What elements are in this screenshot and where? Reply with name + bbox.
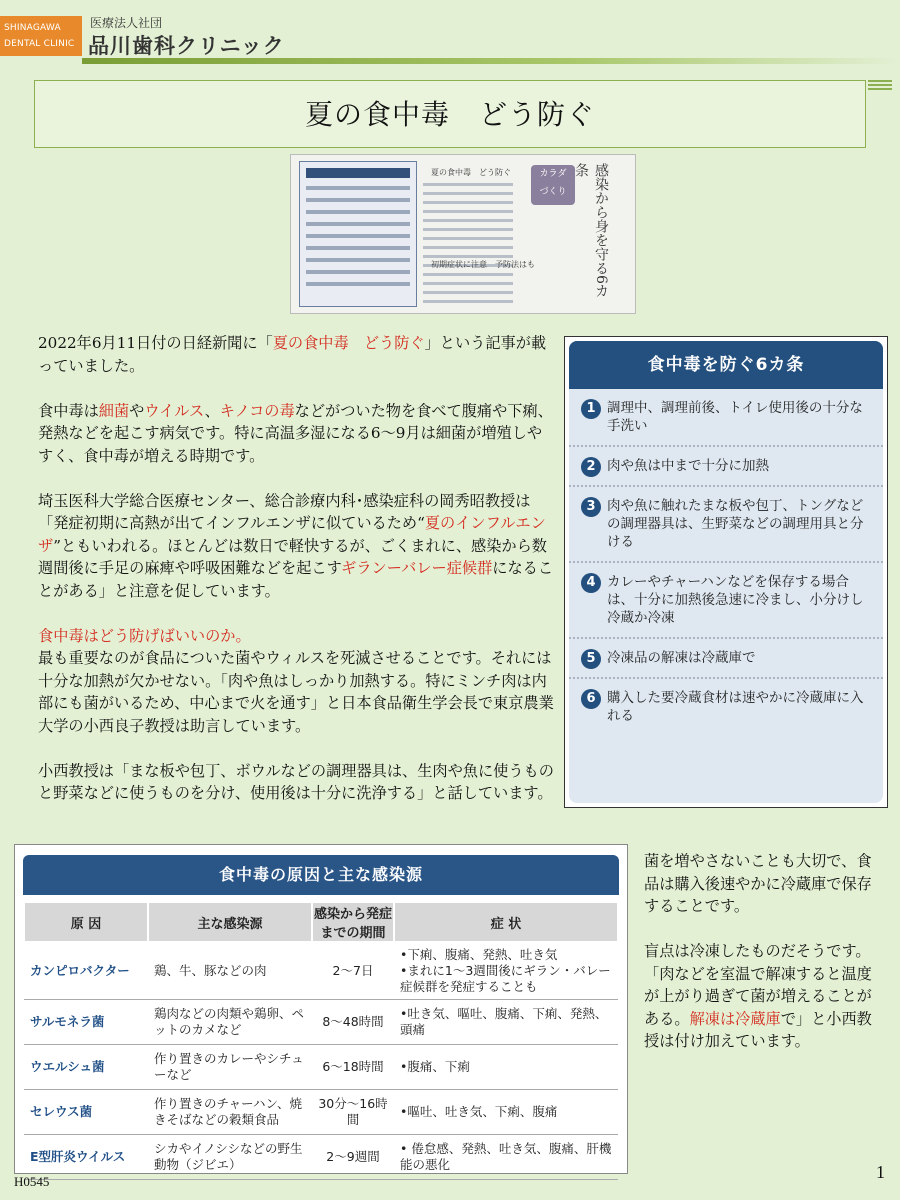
side-p2-text: で」と小西教授は付け加えています。 [644,1009,872,1050]
header [0,0,900,64]
cell-cause: カンピロバクター [24,942,148,1000]
page-number: 1 [876,1162,885,1182]
logo-line-2: DENTAL CLINIC [4,39,75,49]
cell-period: 2～7日 [312,942,394,1000]
side-paragraph-1: 菌を増やさないことも大切で、食品は購入後速やかに冷蔵庫で保存することです。 [644,852,872,915]
clipping-badge-line-1: カラダ [539,169,567,179]
cell-source: 作り置きのチャーハン、焼きそばなどの穀類食品 [148,1090,312,1135]
header-divider [82,58,900,64]
corner-lines-icon [868,80,892,98]
article-p2-highlight: 細菌 [98,401,130,420]
cell-symptoms: •下痢、腹痛、発熱、吐き気 •まれに1～3週間後にギラン・バレー症候群を発症することも [394,942,618,1000]
clipping-table-graphic [299,161,417,307]
rule-number-badge: 2 [581,457,601,477]
six-rules-title: 食中毒を防ぐ6カ条 [569,341,883,389]
table-row [24,1135,618,1180]
cell-cause: セレウス菌 [24,1090,148,1135]
clipping-text-graphic [423,163,513,303]
article-p1-text: 」という記事が載っていました。 [38,334,547,375]
page-title: 夏の食中毒 どう防ぐ [304,98,595,131]
article-paragraph-2 [38,400,554,468]
cell-symptoms: •腹痛、下痢 [394,1045,618,1090]
rule-item [569,487,883,563]
article-p2-highlight: キノコの毒 [219,401,295,420]
cell-period: 8～48時間 [312,1000,394,1045]
prevention-heading: 食中毒はどう防げばいいのか。 [38,626,251,645]
column-header-source: 主な感染源 [148,902,312,942]
cell-period: 30分～16時間 [312,1090,394,1135]
rule-number-badge: 4 [581,573,601,593]
article-p1-text: 2022年6月11日付の日経新聞に「 [38,334,273,352]
title-box [34,80,866,148]
cell-symptoms: • 倦怠感、発熱、吐き気、腹痛、肝機能の悪化 [394,1135,618,1180]
article-paragraph-4-text: 最も重要なのが食品についた菌やウィルスを死滅させることです。それには十分な加熱が欠かせない。「肉や魚はしっかり加熱する。特にミンチ肉は内部にも菌がいるため、中心まで火を通す」と日本食品衛生学会長で東京農業大学の小西良子教授は助言しています。 [38,649,554,735]
cell-symptoms: •吐き気、嘔吐、腹痛、下痢、発熱、頭痛 [394,1000,618,1045]
rule-number-badge: 5 [581,649,601,669]
clinic-name: 品川歯科クリニック [88,34,285,58]
six-rules-list [569,389,883,735]
rule-item [569,447,883,487]
column-header-symptoms: 症 状 [394,902,618,942]
article-paragraph-4 [38,625,554,738]
rule-number-badge: 6 [581,689,601,709]
side-text [644,850,884,1075]
logo-line-1: SHINAGAWA [4,23,61,33]
rule-item [569,563,883,639]
article-p3-highlight: 夏のインフルエンザ [38,514,546,555]
cell-cause: E型肝炎ウイルス [24,1135,148,1180]
clipping-badge [531,165,575,205]
article-p2-text: などがついた物を食べて腹痛や下痢、発熱などを起こす病気です。特に高温多湿になる6～9月は細菌が増殖しやすく、食中毒が増える時期です。 [38,401,553,465]
six-rules-box [564,336,888,808]
cell-period: 2～9週間 [312,1135,394,1180]
table-row [24,1090,618,1135]
cell-cause: ウエルシュ菌 [24,1045,148,1090]
side-p2-highlight: 解凍は冷蔵庫 [689,1009,781,1028]
side-paragraph-2 [644,940,884,1053]
causes-table [23,901,619,1180]
article-p1-highlight: 夏の食中毒 どう防ぐ [272,334,425,352]
clipping-subhead: 初期症状に注意 予防法はも [431,260,535,269]
clinic-logo [0,16,82,56]
side-p2-text: 盲点は冷凍したものだそうです。「肉などを室温で解凍すると温度が上がり過ぎて菌が増えることがある。 [644,942,872,1028]
article-p2-text: や [129,401,145,420]
article-p2-text: 、 [204,401,220,420]
cell-cause: サルモネラ菌 [24,1000,148,1045]
article-p3-text: になることがある」と注意を促しています。 [38,559,554,600]
article-paragraph-1 [38,332,554,377]
cell-period: 6～18時間 [312,1045,394,1090]
cell-source: 作り置きのカレーやシチューなど [148,1045,312,1090]
rule-item [569,639,883,679]
clipping-vertical-headline: 感染から身を守る6カ条 [573,163,609,298]
column-header-cause: 原 因 [24,902,148,942]
rule-text: 購入した要冷蔵食材は速やかに冷蔵庫に入れる [607,690,864,724]
rule-item [569,679,883,735]
rule-number-badge: 3 [581,497,601,517]
causes-table-title: 食中毒の原因と主な感染源 [23,855,619,895]
article-paragraph-5: 小西教授は「まな板や包丁、ボウルなどの調理器具は、生肉や魚に使うものと野菜などに使うものを分け、使用後は十分に洗浄する」と話しています。 [38,761,554,802]
article-p3-text: ”ともいわれる。ほとんどは数日で軽快するが、ごくまれに、感染から数週間後に手足の麻痺や呼吸困難などを起こす [38,536,547,577]
cell-source: 鶏、牛、豚などの肉 [148,942,312,1000]
clipping-badge-line-2: づくり [539,187,567,197]
rule-text: 調理中、調理前後、トイレ使用後の十分な手洗い [607,400,863,434]
newspaper-clipping-image [290,154,636,314]
organization-label: 医療法人社団 [90,16,163,30]
causes-table-header-row [24,902,618,942]
rule-text: 肉や魚は中まで十分に加熱 [607,458,769,474]
article-p2-text: 食中毒は [38,401,99,420]
clipping-headline: 夏の食中毒 どう防ぐ [431,168,511,177]
rule-text: 肉や魚に触れたまな板や包丁、トングなどの調理器具は、生野菜などの調理用具と分ける [607,498,864,550]
cell-symptoms: •嘔吐、吐き気、下痢、腹痛 [394,1090,618,1135]
cell-source: シカやイノシシなどの野生動物（ジビエ） [148,1135,312,1180]
article-paragraph-3 [38,490,554,603]
causes-table-box [14,844,628,1174]
rule-text: カレーやチャーハンなどを保存する場合は、十分に加熱後急速に冷まし、小分けし冷蔵か冷凍 [607,574,864,626]
table-row [24,1000,618,1045]
document-code: H0545 [14,1174,50,1189]
rule-text: 冷凍品の解凍は冷蔵庫で [607,650,756,666]
table-row [24,942,618,1000]
article-p3-text: 埼玉医科大学総合医療センター、総合診療内科･感染症科の岡秀昭教授は「発症初期に高熱が出てインフルエンザに似ているため“ [38,491,531,532]
article-body [38,332,554,827]
table-row [24,1045,618,1090]
article-p2-highlight: ウイルス [144,401,205,420]
rule-number-badge: 1 [581,399,601,419]
column-header-period: 感染から発症までの期間 [312,902,394,942]
cell-source: 鶏肉などの肉類や鶏卵、ペットのカメなど [148,1000,312,1045]
article-p3-highlight: ギランーバレー症候群 [341,559,493,577]
rule-item [569,389,883,447]
